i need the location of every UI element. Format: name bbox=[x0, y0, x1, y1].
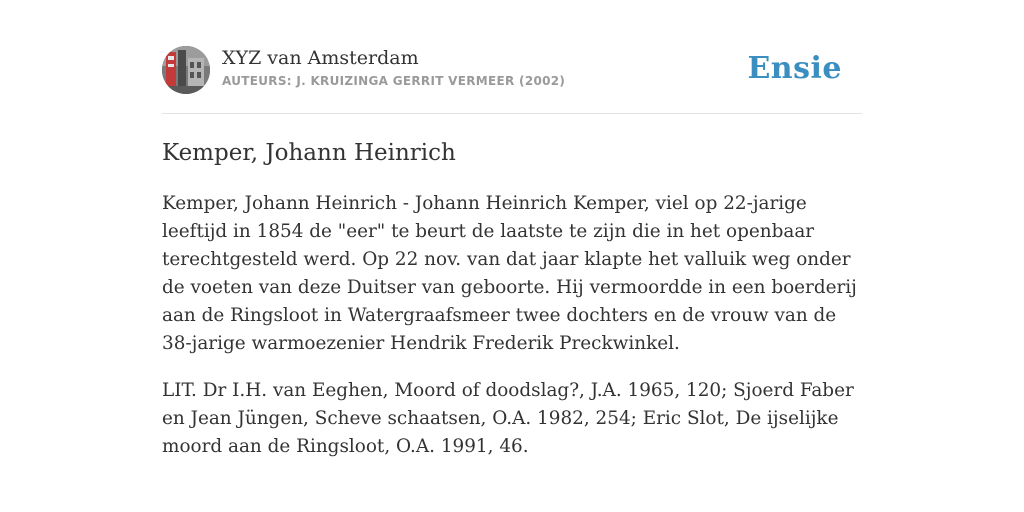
book-cover-avatar[interactable] bbox=[162, 46, 210, 94]
book-title[interactable]: XYZ van Amsterdam bbox=[222, 47, 419, 69]
entry-title: Kemper, Johann Heinrich bbox=[162, 140, 456, 166]
ensie-logo[interactable]: Ensie bbox=[747, 51, 842, 86]
header-divider bbox=[162, 113, 862, 114]
book-header bbox=[162, 46, 862, 96]
entry-paragraph-description: Kemper, Johann Heinrich - Johann Heinrich Kemper, viel op 22-jarige leeftijd in 1854 de "eer" te beurt de laatste te zijn die in het openbaar terechtgesteld werd. Op 22 nov. van dat jaar klapte het valluik weg onder de voeten van deze Duitser van geboorte. Hij vermoordde in een boerderij aan de Ringsloot in Watergraafsmeer twee dochters en de vrouw van de 38-jarige warmoezenier Hendrik Frederik Preckwinkel. bbox=[162, 193, 857, 354]
book-cover-image bbox=[162, 46, 210, 94]
entry-card bbox=[162, 46, 862, 457]
book-authors: AUTEURS: J. KRUIZINGA GERRIT VERMEER (2002) bbox=[222, 74, 566, 88]
entry-paragraph-literature: LIT. Dr I.H. van Eeghen, Moord of doodslag?, J.A. 1965, 120; Sjoerd Faber en Jean Jüngen, Scheve schaatsen, O.A. 1982, 254; Eric Slot, De ijselijke moord aan de Ringsloot, O.A. 1991, 46. bbox=[162, 380, 854, 457]
